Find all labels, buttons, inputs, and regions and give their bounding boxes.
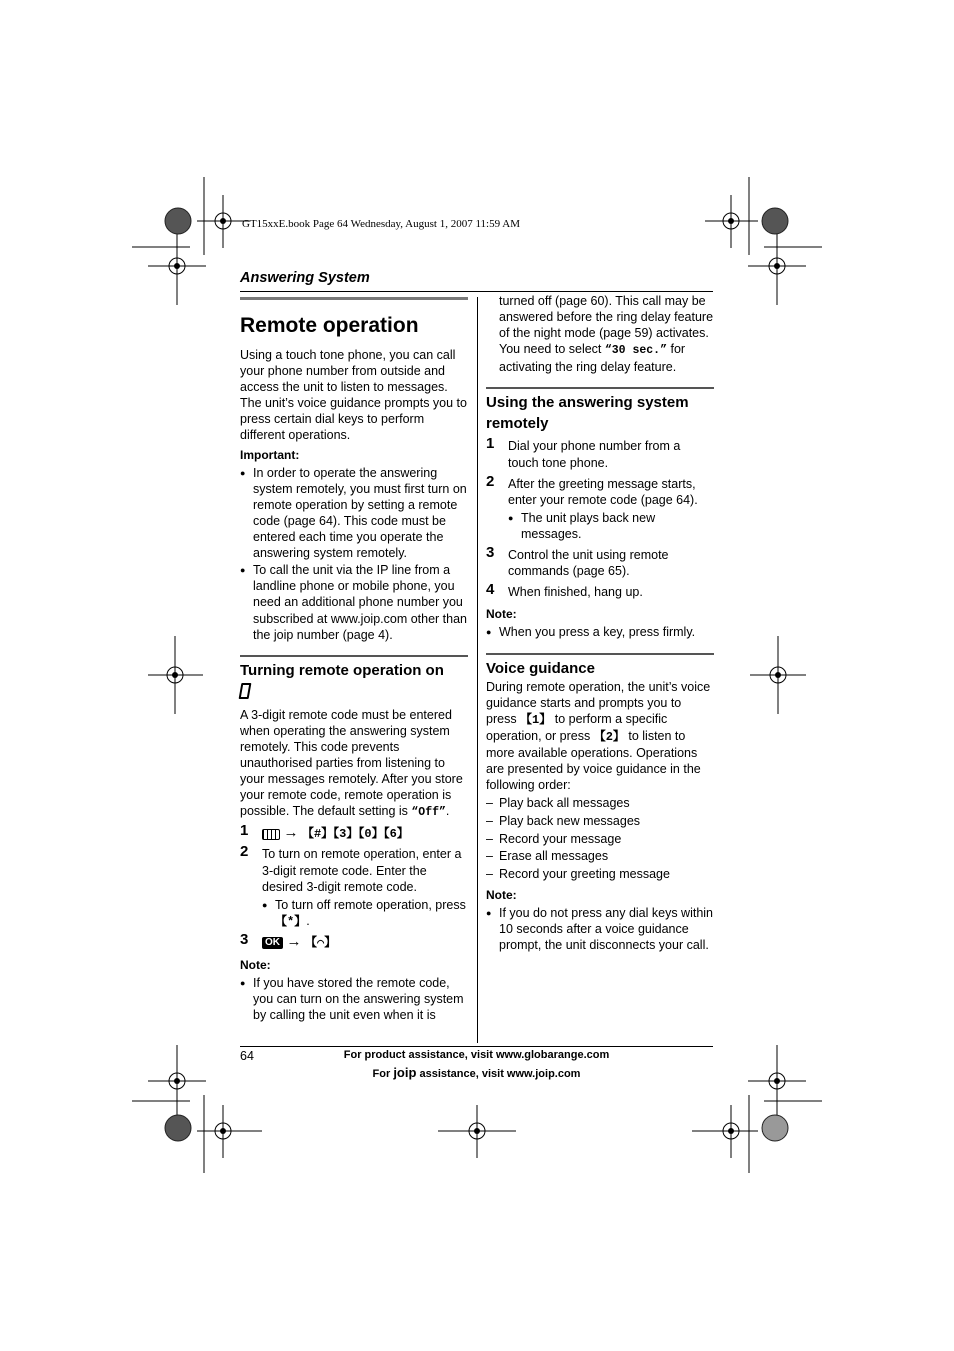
- turning-step-2-sub: [240, 897, 468, 930]
- turning-body: [240, 707, 468, 822]
- step-text: Dial your phone number from a touch tone phone.: [508, 439, 681, 470]
- page-number: 64: [240, 1049, 254, 1063]
- turning-step-3: [240, 930, 468, 951]
- voice-body-c: to listen to more available operations. Operations are presented by voice guidance in the following order:: [486, 728, 701, 793]
- intro-text: Using a touch tone phone, you can call your phone number from outside and access the unit to listen to messages. The unit’s voice guidance prompts you to press certain dial keys to perform different operations.: [240, 348, 467, 443]
- step-text: To turn on remote operation, enter a 3-digit remote code. Enter the desired 3-digit remote code.: [262, 847, 462, 894]
- list-item: – Play back new messages: [486, 813, 714, 829]
- step-number: 1: [240, 822, 249, 840]
- footer-line-1: For product assistance, visit www.globarange.com: [343, 1049, 610, 1061]
- footer-line-2: [240, 1065, 713, 1080]
- voice-note: ● If you do not press any dial keys within 10 seconds after a voice guidance prompt, the unit disconnects your call.: [486, 905, 714, 953]
- key-1: 【1】: [520, 712, 552, 727]
- using-heading: Using the answering system remotely: [486, 394, 689, 433]
- voice-order-list: [486, 795, 714, 882]
- important-label: Important:: [240, 447, 300, 462]
- step-number: 1: [486, 435, 495, 453]
- important-bullet: ● To call the unit via the IP line from a landline phone or mobile phone, you need an additional phone number you subscribed at www.joip.com other than the joip number (page 4).: [240, 562, 468, 642]
- turning-heading-text: Turning remote operation on: [240, 661, 444, 679]
- continued-text: [486, 293, 714, 375]
- voice-note-label: Note:: [486, 888, 517, 902]
- arrow: →: [283, 824, 299, 842]
- title-bar: [240, 297, 468, 300]
- using-step-1: [486, 435, 714, 470]
- step-text: Control the unit using remote commands (page 65).: [508, 548, 669, 579]
- voice-body-b: to perform a specific operation, or press: [486, 711, 668, 743]
- section-rule: [486, 653, 714, 655]
- turning-note-label: Note:: [240, 958, 271, 972]
- header-rule: [240, 291, 713, 292]
- print-info: GT15xxE.book Page 64 Wednesday, August 1, 2007 11:59 AM: [242, 218, 520, 230]
- voice-heading: Voice guidance: [486, 659, 595, 677]
- left-column: [240, 297, 468, 1023]
- bullet-text: To turn off remote operation, press: [275, 897, 466, 912]
- column-divider: [477, 297, 478, 1043]
- section-rule: [240, 655, 468, 657]
- step-number: 3: [486, 544, 495, 562]
- voice-body: [486, 679, 714, 794]
- key-2: 【2】: [593, 729, 625, 744]
- list-item: – Record your greeting message: [486, 866, 714, 882]
- turning-body-text: A 3-digit remote code must be entered when operating the answering system remotely. This code prevents unauthorised parties from listening to your messages remotely. After you store your remote code, remote operation is possible. The default setting is: [240, 707, 463, 819]
- voice-body-a: During remote operation, the unit’s voice guidance starts and prompts you to press: [486, 679, 711, 726]
- step-bullet: ● The unit plays back new messages.: [508, 510, 714, 542]
- step-number: 2: [486, 472, 495, 490]
- arrow: →: [286, 932, 302, 950]
- continued-text-b: for activating the ring delay feature.: [499, 342, 686, 375]
- step-number: 2: [240, 843, 249, 861]
- using-step-4: [486, 581, 714, 600]
- ring-delay-value: “30 sec.”: [604, 344, 667, 358]
- turning-step-2: [240, 843, 468, 894]
- handset-icon: [239, 683, 252, 699]
- dial-keys: 【#】【3】【0】【6】: [301, 827, 409, 842]
- off-key-icon: 【⌒】: [304, 935, 337, 950]
- joip-brand: joip: [393, 1065, 417, 1080]
- using-note: ● When you press a key, press firmly.: [486, 624, 714, 640]
- turning-body-end: .: [445, 804, 450, 819]
- step-text: When finished, hang up.: [508, 585, 643, 600]
- using-step-3: [486, 544, 714, 579]
- section-rule: [486, 387, 714, 389]
- continued-text-a: turned off (page 60). This call may be answered before the ring delay feature of the night mode (page 59) activates. You need to select: [499, 294, 714, 357]
- footer-line-2-a: For: [372, 1068, 394, 1080]
- using-note-label: Note:: [486, 607, 517, 622]
- important-bullet: ● In order to operate the answering system remotely, you must first turn on remote operation by setting a remote code (page 64). This code must be entered each time you operate the answering system remotely.: [240, 465, 468, 562]
- footer-rule: [240, 1046, 713, 1047]
- bullet-end: .: [306, 913, 310, 928]
- turning-note: ● If you have stored the remote code, you can turn on the answering system by calling the unit even when it is: [240, 975, 468, 1023]
- step-number: 4: [486, 581, 495, 599]
- ok-key-icon: OK: [262, 937, 283, 949]
- list-item: – Play back all messages: [486, 795, 714, 811]
- list-item: – Erase all messages: [486, 848, 714, 864]
- step-text: After the greeting message starts, enter your remote code (page 64).: [508, 476, 698, 507]
- footer-line-2-b: assistance, visit www.joip.com: [416, 1068, 581, 1080]
- list-item: – Record your message: [486, 831, 714, 847]
- using-step-2: [486, 472, 714, 508]
- right-column: [486, 293, 714, 953]
- step-number: 3: [240, 930, 249, 948]
- page-title: Remote operation: [240, 314, 419, 337]
- step-bullet: [262, 897, 468, 930]
- menu-key-icon: [262, 829, 280, 840]
- section-header: Answering System: [240, 270, 370, 286]
- using-step-2-sub: [486, 510, 714, 542]
- default-value: “Off”: [411, 806, 446, 820]
- star-key: 【*】: [275, 914, 307, 929]
- turning-heading: [240, 660, 468, 705]
- turning-step-1: [240, 822, 468, 842]
